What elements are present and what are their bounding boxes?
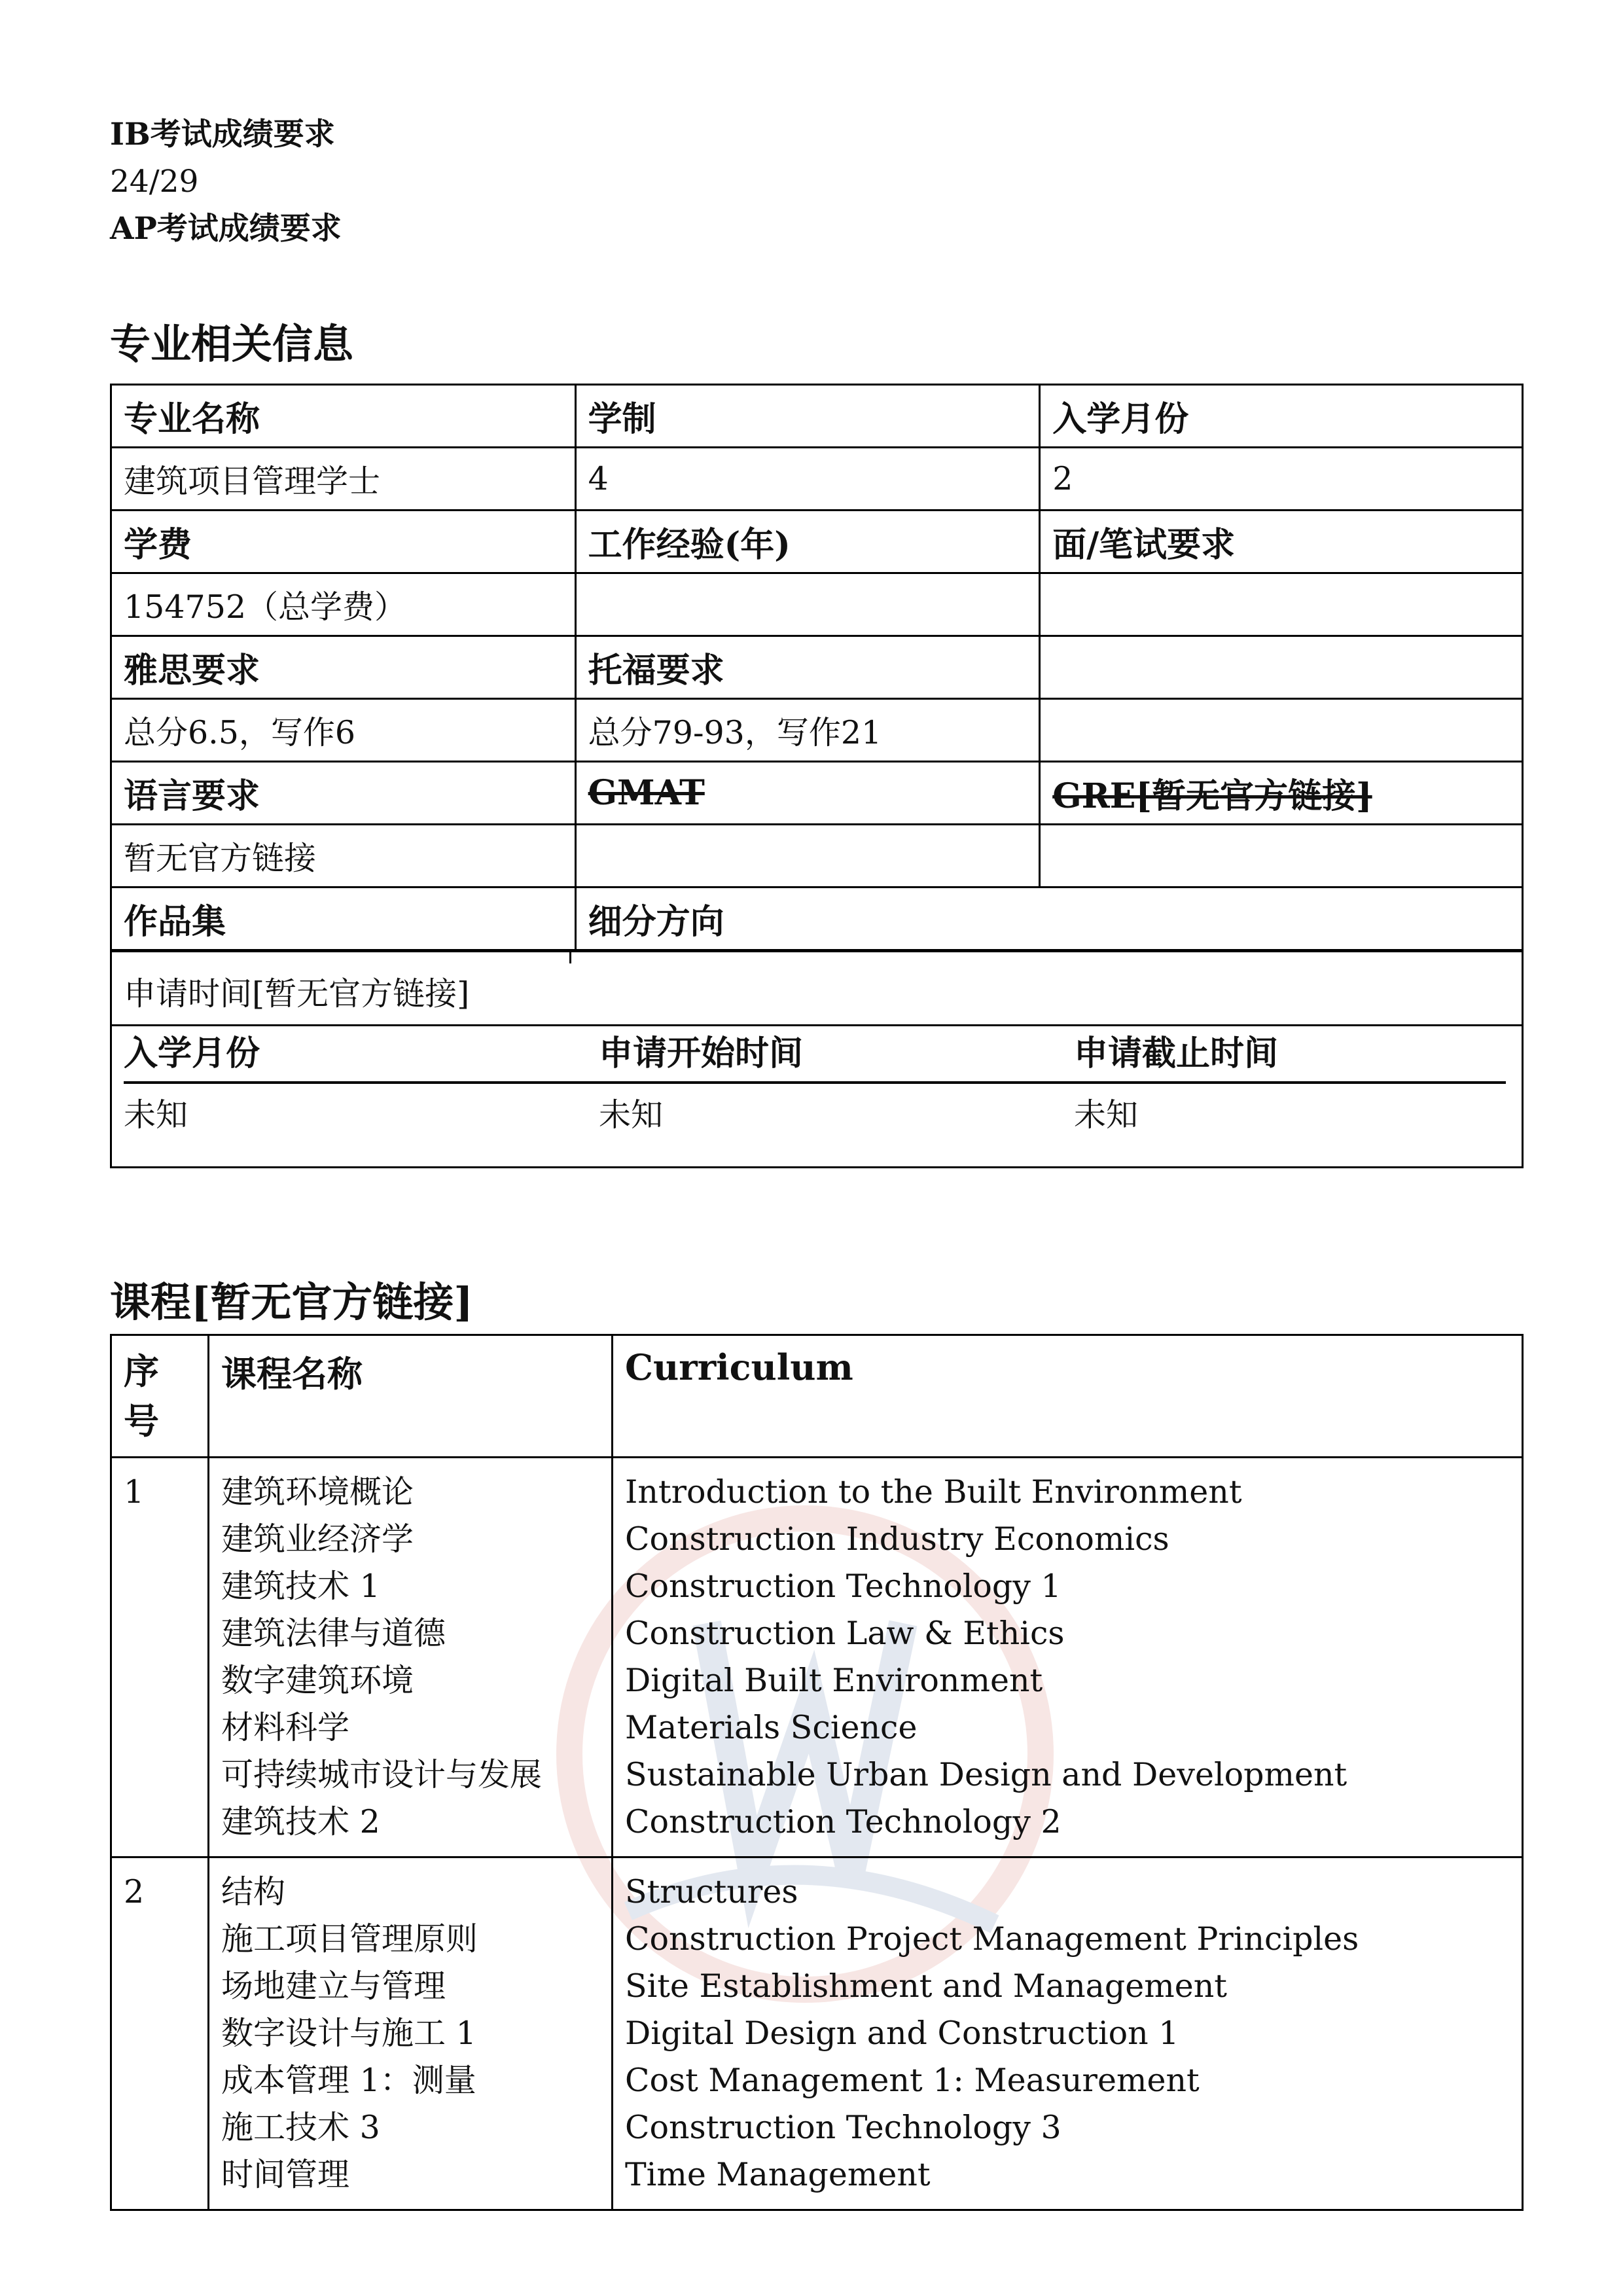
info-row (111, 573, 1523, 636)
info-label: 细分方向 (575, 888, 1522, 950)
ib-value: 24/29 (110, 164, 199, 200)
course-name-cn: 施工项目管理原则 (221, 1920, 478, 1958)
course-name-en: Time Management (625, 2156, 931, 2193)
course-name-cn: 施工技术 3 (221, 2109, 380, 2146)
info-value (575, 573, 1040, 636)
application-header-row (124, 1026, 1506, 1084)
info-label: 托福要求 (575, 636, 1040, 699)
course-name-cn: 建筑业经济学 (221, 1520, 414, 1558)
course-name-cn: 结构 (221, 1873, 286, 1910)
info-label: 作品集 (111, 888, 576, 950)
header-curriculum: Curriculum (613, 1335, 1523, 1458)
program-info-table (110, 384, 1524, 951)
info-label: 学制 (575, 385, 1040, 448)
course-name-en: Cost Management 1: Measurement (625, 2062, 1200, 2099)
course-name-cn: 材料科学 (221, 1709, 350, 1746)
course-name-en: Introduction to the Built Environment (625, 1473, 1242, 1511)
info-value: 总分6.5，写作6 (111, 699, 576, 762)
apply-header-deadline: 申请截止时间 (1074, 1033, 1279, 1073)
info-label: GRE[暂无官方链接] (1040, 762, 1523, 825)
course-group-number: 1 (111, 1458, 209, 1857)
course-name-cn: 成本管理 1：测量 (221, 2062, 476, 2099)
header-course-name: 课程名称 (209, 1335, 613, 1458)
course-names-cn (209, 1458, 613, 1857)
course-name-en: Structures (625, 1873, 798, 1910)
course-header-row (111, 1335, 1523, 1458)
application-time-title: 申请时间[暂无官方链接] (124, 975, 470, 1013)
course-name-cn: 场地建立与管理 (221, 1967, 446, 2005)
info-row (111, 511, 1523, 573)
apply-header-intake: 入学月份 (124, 1033, 260, 1073)
info-row (111, 825, 1523, 888)
info-label: 工作经验(年) (575, 511, 1040, 573)
apply-value-intake: 未知 (124, 1096, 188, 1134)
info-label: 入学月份 (1040, 385, 1523, 448)
info-value: 建筑项目管理学士 (111, 448, 576, 511)
course-name-en: Sustainable Urban Design and Development (625, 1756, 1347, 1793)
info-value: 总分79-93，写作21 (575, 699, 1040, 762)
ib-label: IB考试成绩要求 (110, 117, 335, 152)
apply-value-start: 未知 (599, 1096, 664, 1134)
info-row (111, 699, 1523, 762)
course-group-number: 2 (111, 1857, 209, 2210)
header-num: 序 号 (111, 1335, 209, 1458)
course-name-cn: 建筑技术 1 (221, 1568, 380, 1605)
ap-label: AP考试成绩要求 (110, 211, 342, 247)
info-label: 雅思要求 (111, 636, 576, 699)
course-name-en: Materials Science (625, 1709, 918, 1746)
info-value (1040, 825, 1523, 888)
course-name-cn: 可持续城市设计与发展 (221, 1756, 543, 1793)
course-name-cn: 时间管理 (221, 2156, 350, 2193)
info-label: 学费 (111, 511, 576, 573)
course-name-cn: 数字设计与施工 1 (221, 2015, 476, 2052)
info-label: GMAT (575, 762, 1040, 825)
info-label: 语言要求 (111, 762, 576, 825)
course-name-en: Construction Project Management Principles (625, 1920, 1359, 1958)
course-name-en: Construction Technology 1 (625, 1568, 1061, 1605)
course-name-en: Site Establishment and Management (625, 1967, 1227, 2005)
info-label: 面/笔试要求 (1040, 511, 1523, 573)
course-name-en: Digital Built Environment (625, 1662, 1043, 1699)
course-name-en: Construction Technology 2 (625, 1803, 1061, 1840)
info-row (111, 385, 1523, 448)
course-section-title: 课程[暂无官方链接] (110, 1278, 473, 1326)
table-gap-divider (569, 950, 571, 963)
course-name-en: Construction Industry Economics (625, 1520, 1169, 1558)
course-name-cn: 建筑法律与道德 (221, 1615, 446, 1652)
info-value: 4 (575, 448, 1040, 511)
info-value (575, 825, 1040, 888)
info-value: 暂无官方链接 (111, 825, 576, 888)
course-table (110, 1334, 1524, 2211)
course-names-en (613, 1857, 1523, 2210)
apply-header-start: 申请开始时间 (599, 1033, 804, 1073)
course-names-cn (209, 1857, 613, 2210)
top-requirements (110, 111, 1524, 253)
info-value: 154752（总学费） (111, 573, 576, 636)
course-group-row (111, 1458, 1523, 1857)
info-label (1040, 636, 1523, 699)
course-name-cn: 建筑技术 2 (221, 1803, 380, 1840)
course-group-row (111, 1857, 1523, 2210)
info-row (111, 888, 1523, 950)
course-name-cn: 数字建筑环境 (221, 1662, 414, 1699)
info-value (1040, 699, 1523, 762)
info-row (111, 636, 1523, 699)
info-label: 专业名称 (111, 385, 576, 448)
info-row (111, 448, 1523, 511)
program-info-title: 专业相关信息 (110, 320, 354, 368)
info-value: 2 (1040, 448, 1523, 511)
course-name-en: Digital Design and Construction 1 (625, 2015, 1179, 2052)
course-names-en (613, 1458, 1523, 1857)
apply-value-deadline: 未知 (1074, 1096, 1139, 1134)
course-name-cn: 建筑环境概论 (221, 1473, 414, 1511)
info-value (1040, 573, 1523, 636)
application-time-box (110, 963, 1524, 1168)
course-name-en: Construction Law & Ethics (625, 1615, 1065, 1652)
info-row (111, 762, 1523, 825)
course-name-en: Construction Technology 3 (625, 2109, 1061, 2146)
